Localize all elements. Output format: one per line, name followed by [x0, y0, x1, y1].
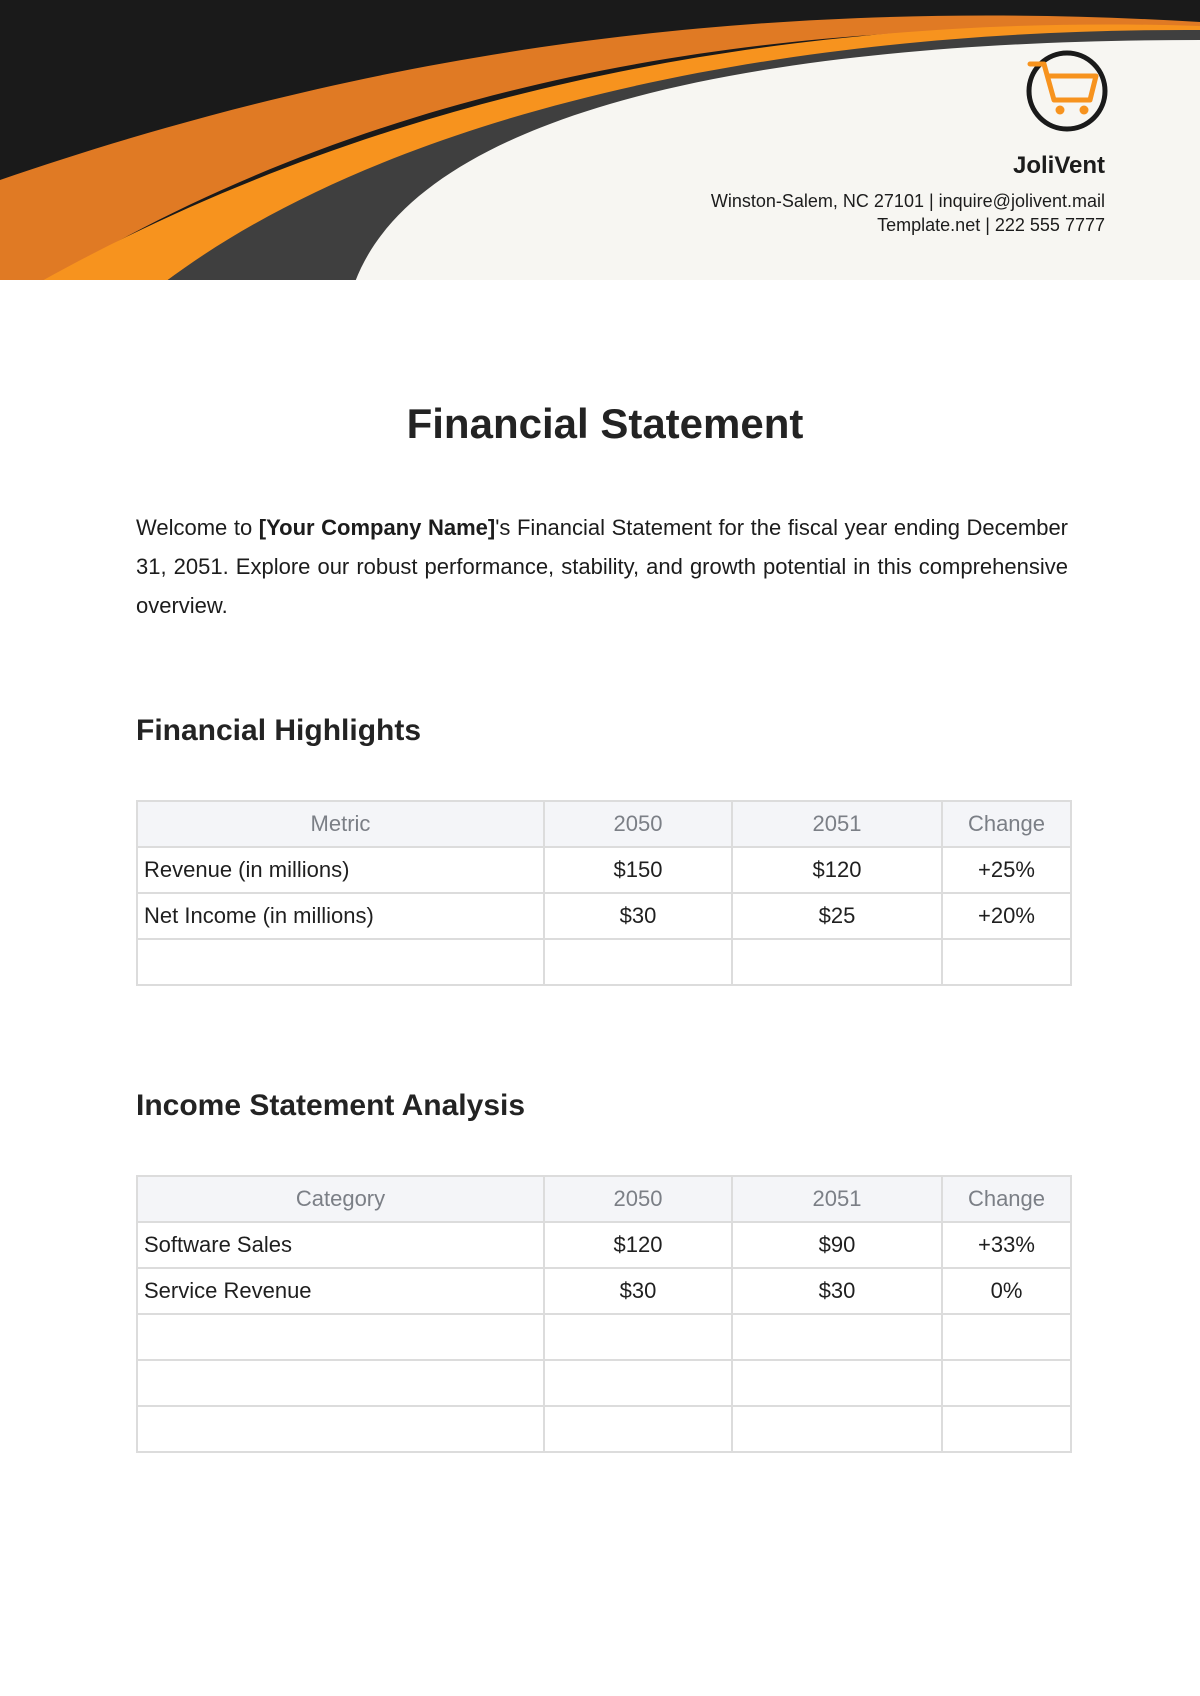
- column-header-2050: 2050: [544, 801, 732, 847]
- table-cell: $120: [544, 1222, 732, 1268]
- table-header-row: [137, 1176, 1071, 1222]
- table-cell: $30: [544, 1268, 732, 1314]
- table-cell: [942, 939, 1071, 985]
- table-cell: [732, 939, 942, 985]
- page-title: Financial Statement: [406, 400, 804, 447]
- table-cell: Net Income (in millions): [137, 893, 544, 939]
- income-statement-table: [136, 1175, 1072, 1453]
- table-cell: [137, 1314, 544, 1360]
- intro-suffix: 's Financial Statement for the fiscal year ending December 31, 2051. Explore our robust performance, stability, and growth potential in this comprehensive overview.: [136, 515, 1069, 618]
- company-name: JoliVent: [1012, 152, 1105, 179]
- shopping-cart-icon: [1024, 48, 1110, 134]
- table-row: [137, 1268, 1071, 1314]
- table-cell: [732, 1406, 942, 1452]
- table-row: [137, 1406, 1071, 1452]
- header-decoration: [0, 0, 1200, 300]
- table-row: [137, 1222, 1071, 1268]
- table-cell: [137, 1360, 544, 1406]
- table-cell: $30: [732, 1268, 942, 1314]
- table-row: [137, 847, 1071, 893]
- table-cell: Revenue (in millions): [137, 847, 544, 893]
- table-cell: $90: [732, 1222, 942, 1268]
- table-cell: Software Sales: [137, 1222, 544, 1268]
- table-cell: 0%: [942, 1268, 1071, 1314]
- table-header-row: [137, 801, 1071, 847]
- company-logo: [1024, 48, 1110, 134]
- table-cell: [544, 1360, 732, 1406]
- contact-address-email: Winston-Salem, NC 27101 | inquire@jolivent.mail: [710, 191, 1105, 211]
- table-cell: +33%: [942, 1222, 1071, 1268]
- intro-paragraph: [136, 508, 1068, 625]
- company-name-placeholder: [Your Company Name]: [258, 515, 496, 540]
- table-cell: [137, 939, 544, 985]
- table-cell: [544, 939, 732, 985]
- table-cell: [732, 1314, 942, 1360]
- table-row: [137, 939, 1071, 985]
- table-cell: Service Revenue: [137, 1268, 544, 1314]
- table-cell: [942, 1360, 1071, 1406]
- table-cell: +25%: [942, 847, 1071, 893]
- table-cell: [544, 1406, 732, 1452]
- financial-highlights-heading: Financial Highlights: [136, 714, 422, 747]
- table-cell: $120: [732, 847, 942, 893]
- table-cell: [137, 1406, 544, 1452]
- table-cell: [732, 1360, 942, 1406]
- income-statement-heading: Income Statement Analysis: [136, 1089, 526, 1122]
- table-cell: [942, 1406, 1071, 1452]
- financial-highlights-table: [136, 800, 1072, 986]
- table-cell: [544, 1314, 732, 1360]
- table-row: [137, 1314, 1071, 1360]
- table-row: [137, 1360, 1071, 1406]
- contact-website-phone: Template.net | 222 555 7777: [877, 215, 1105, 235]
- column-header-2051: 2051: [732, 801, 942, 847]
- column-header-category: Category: [137, 1176, 544, 1222]
- table-cell: $150: [544, 847, 732, 893]
- table-cell: $30: [544, 893, 732, 939]
- table-row: [137, 893, 1071, 939]
- table-cell: +20%: [942, 893, 1071, 939]
- column-header-change: Change: [942, 1176, 1071, 1222]
- column-header-change: Change: [942, 801, 1071, 847]
- table-cell: $25: [732, 893, 942, 939]
- intro-prefix: Welcome to: [136, 515, 259, 540]
- column-header-2051: 2051: [732, 1176, 942, 1222]
- column-header-metric: Metric: [137, 801, 544, 847]
- table-cell: [942, 1314, 1071, 1360]
- column-header-2050: 2050: [544, 1176, 732, 1222]
